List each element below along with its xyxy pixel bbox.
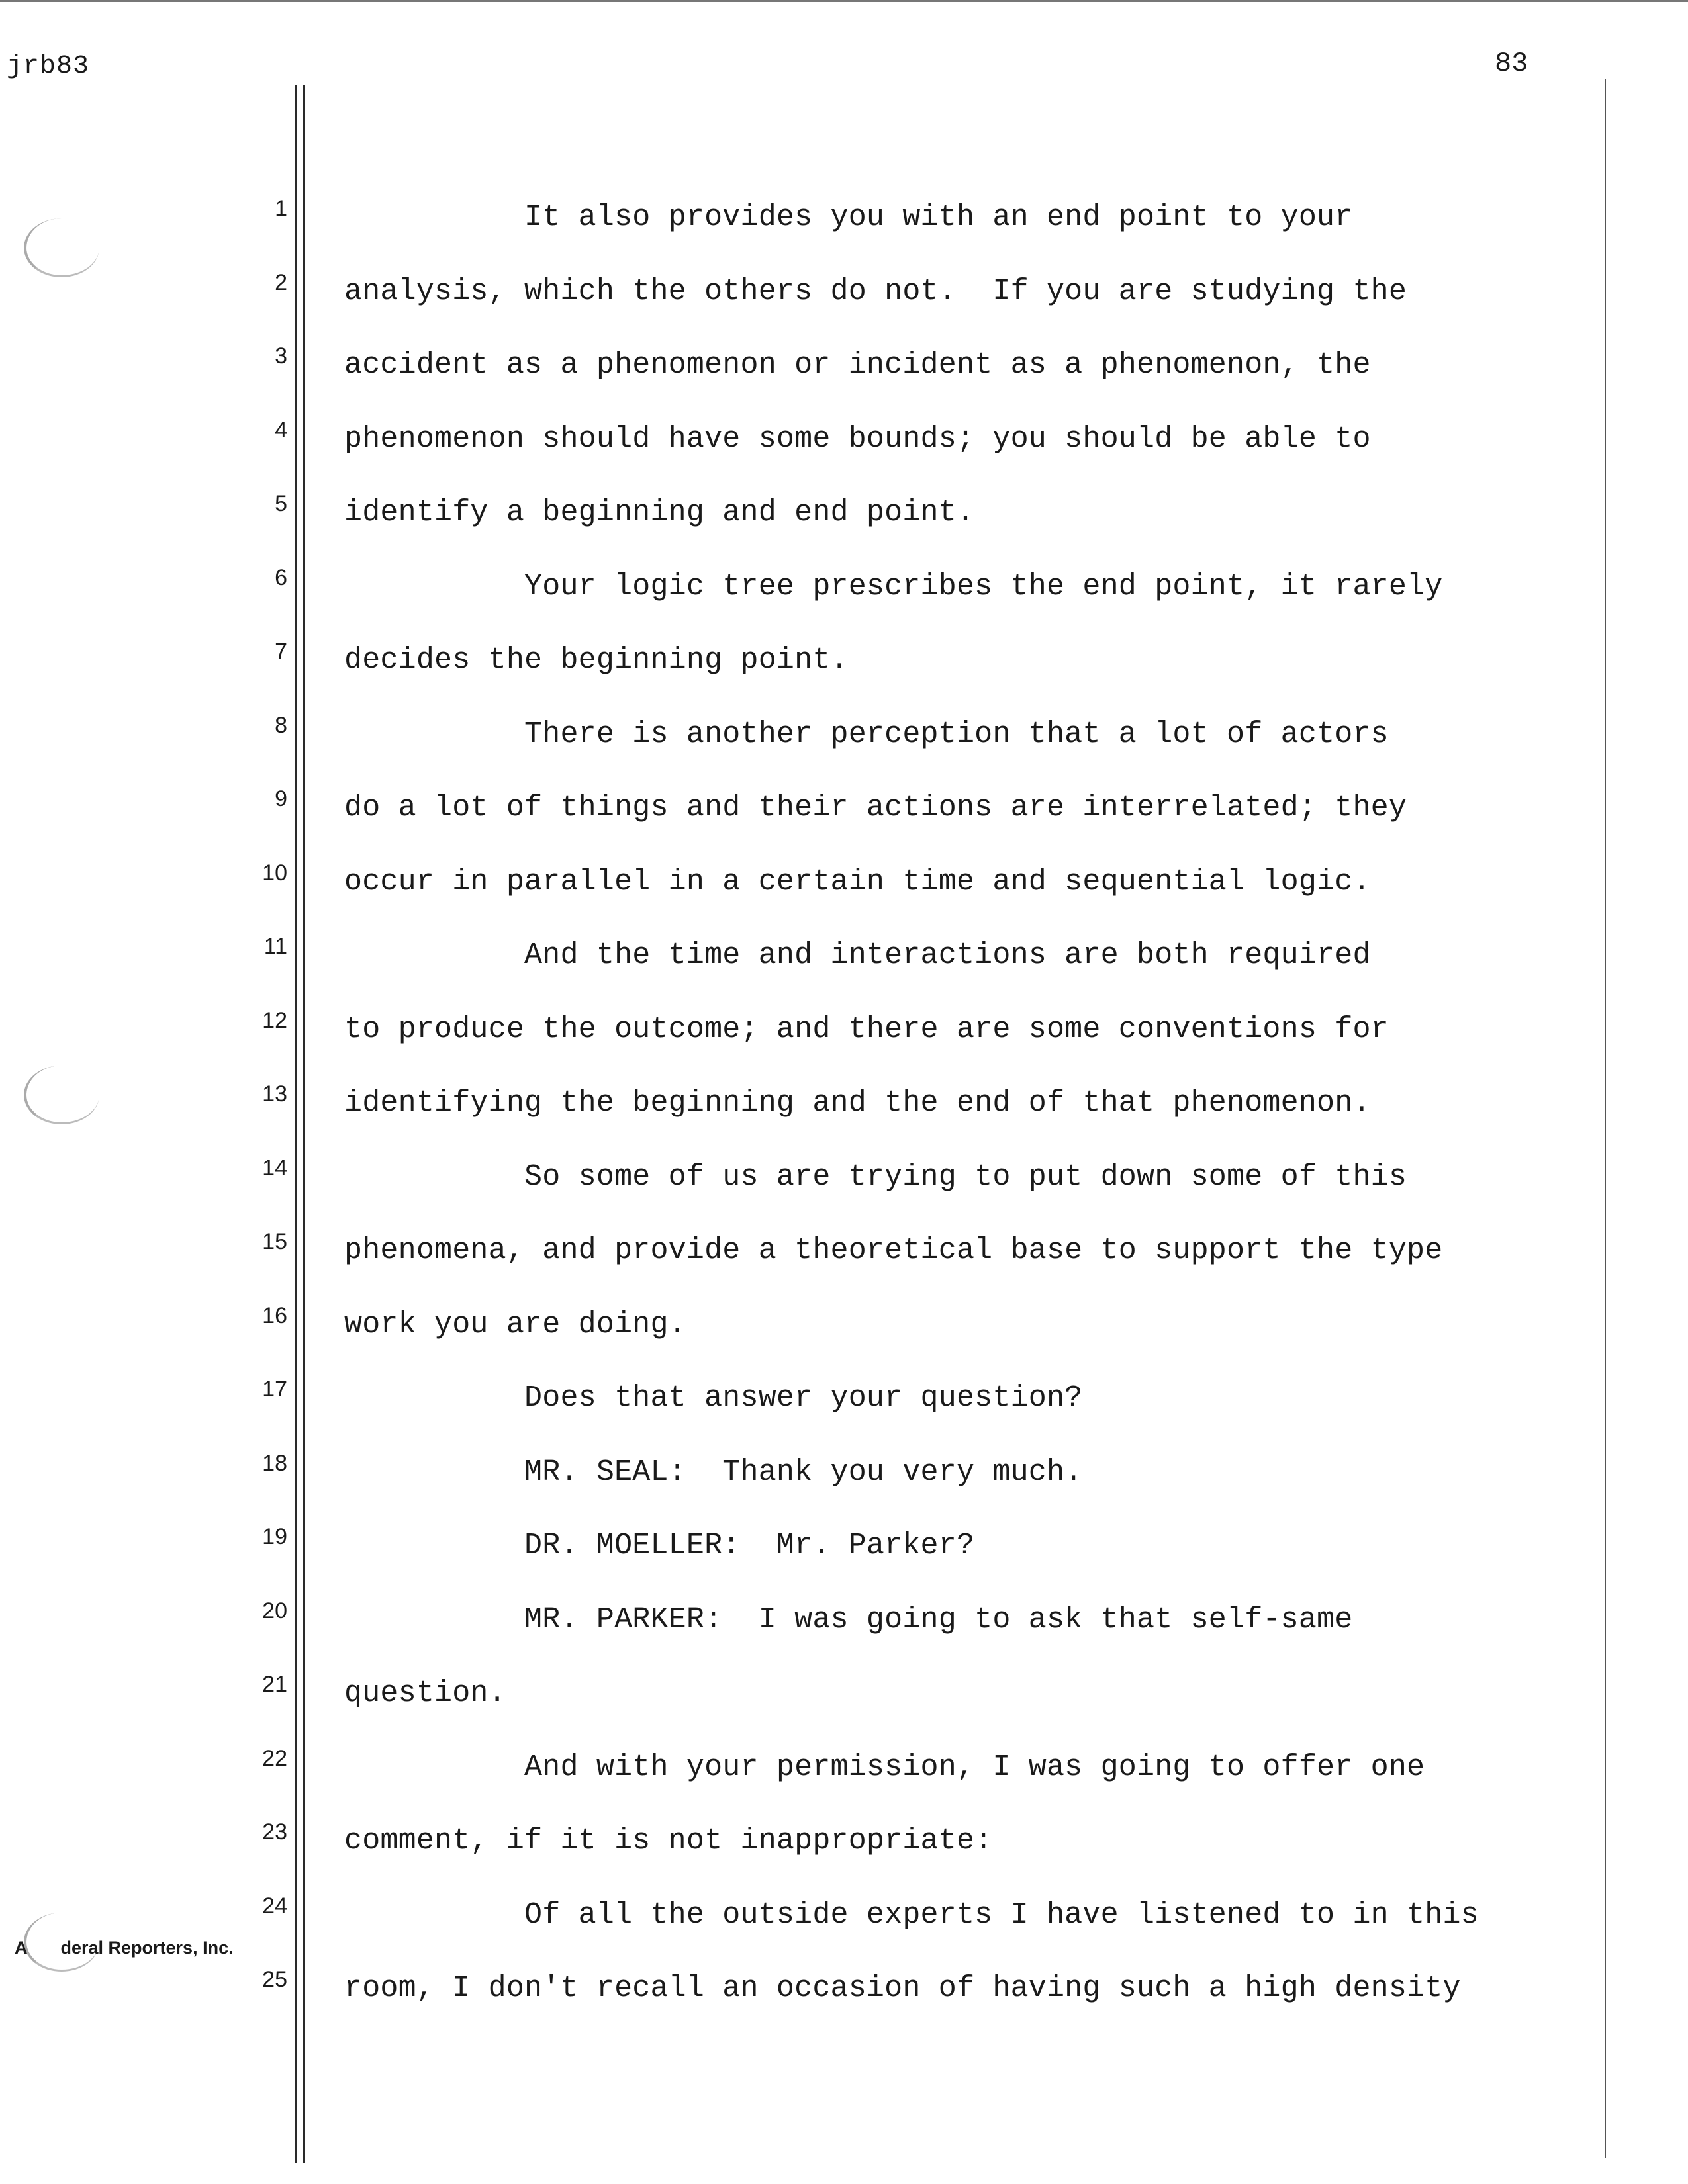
line-number: 17 [262, 1377, 287, 1402]
transcript-line: analysis, which the others do not. If you are studying the [344, 274, 1407, 308]
transcript-line: to produce the outcome; and there are some conventions for [344, 1012, 1389, 1046]
line-number: 15 [262, 1229, 287, 1254]
line-number: 11 [263, 934, 287, 959]
line-number: 20 [262, 1598, 287, 1623]
transcript-line: MR. SEAL: Thank you very much. [344, 1455, 1083, 1489]
left-margin-rule [295, 85, 297, 2163]
line-number: 10 [262, 860, 287, 886]
binder-hole-mark [24, 218, 99, 277]
reporter-name: deral Reporters, Inc. [60, 1938, 234, 1958]
transcript-line: do a lot of things and their actions are interrelated; they [344, 791, 1407, 825]
line-number: 22 [262, 1745, 287, 1771]
transcript-line: So some of us are trying to put down some of this [344, 1160, 1407, 1194]
transcript-line: And the time and interactions are both required [344, 938, 1371, 972]
transcript-line: There is another perception that a lot of actors [344, 717, 1389, 751]
line-number: 25 [262, 1967, 287, 1992]
transcript-line: identifying the beginning and the end of that phenomenon. [344, 1086, 1371, 1120]
line-number: 7 [275, 639, 287, 664]
transcript-line: identify a beginning and end point. [344, 496, 975, 529]
line-number: 1 [275, 196, 287, 221]
left-margin-rule-inner [303, 85, 305, 2163]
transcript-line: work you are doing. [344, 1307, 686, 1342]
transcript-line: question. [344, 1676, 506, 1710]
reporter-mark: A [15, 1938, 28, 1958]
line-number: 16 [262, 1302, 287, 1328]
transcript-line: MR. PARKER: I was going to ask that self-same [344, 1602, 1353, 1637]
line-number: 9 [275, 786, 287, 811]
line-number: 12 [262, 1007, 287, 1033]
line-number: 6 [275, 565, 287, 590]
line-number: 8 [275, 712, 287, 738]
transcript-line: room, I don't recall an occasion of having such a high density [344, 1972, 1461, 2005]
line-number: 19 [262, 1524, 287, 1549]
right-margin-rule [1605, 79, 1606, 2158]
line-number: 24 [262, 1893, 287, 1919]
header-id: jrb83 [7, 52, 90, 81]
transcript-line: decides the beginning point. [344, 643, 849, 677]
line-number: 21 [262, 1672, 287, 1697]
line-number: 3 [275, 343, 287, 369]
transcript-line: comment, if it is not inappropriate: [344, 1824, 993, 1858]
line-number: 5 [275, 491, 287, 516]
binder-hole-mark [24, 1066, 99, 1124]
line-number: 4 [275, 417, 287, 443]
transcript-line: Does that answer your question? [344, 1381, 1083, 1415]
line-number: 13 [262, 1081, 287, 1107]
reporter-footer [15, 1938, 234, 1958]
line-number: 2 [275, 269, 287, 295]
transcript-line: And with your permission, I was going to offer one [344, 1750, 1425, 1784]
transcript-line: Your logic tree prescribes the end point, it rarely [344, 569, 1443, 604]
transcript-line: accident as a phenomenon or incident as a phenomenon, the [344, 348, 1371, 382]
line-number: 18 [262, 1450, 287, 1476]
top-edge-line [0, 0, 1688, 2]
transcript-line: DR. MOELLER: Mr. Parker? [344, 1529, 975, 1563]
page-number: 83 [1495, 48, 1528, 79]
transcript-line: occur in parallel in a certain time and sequential logic. [344, 864, 1371, 899]
transcript-line: Of all the outside experts I have listened to in this [344, 1897, 1479, 1932]
line-number: 14 [262, 1155, 287, 1181]
transcript-line: phenomenon should have some bounds; you should be able to [344, 422, 1371, 456]
transcript-line: It also provides you with an end point to your [344, 201, 1353, 234]
transcript-line: phenomena, and provide a theoretical base to support the type [344, 1234, 1443, 1267]
line-number: 23 [262, 1819, 287, 1844]
